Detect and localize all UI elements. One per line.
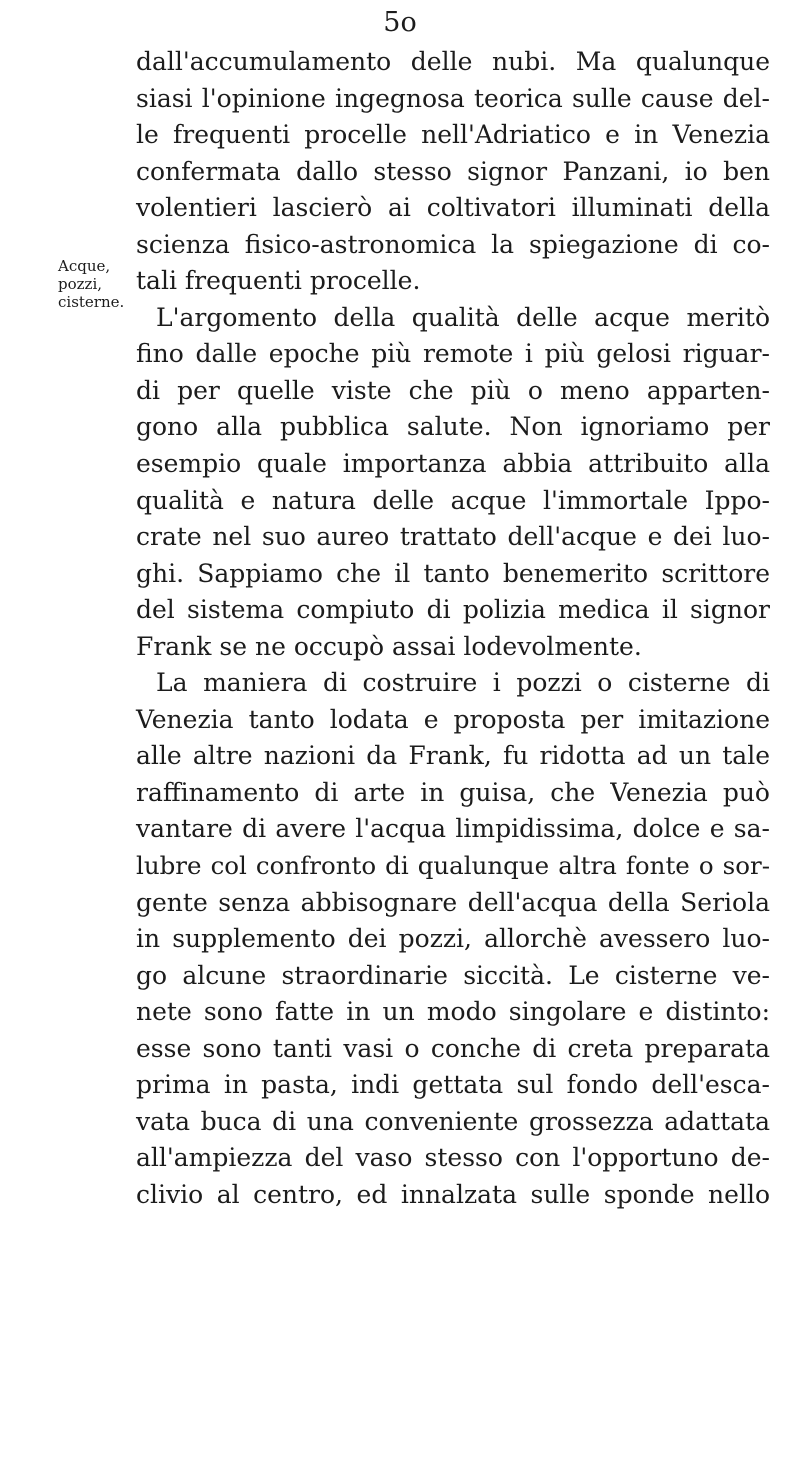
margin-note-line: cisterne. — [58, 293, 125, 311]
text-line: le frequenti procelle nell'Adriatico e in Venezia — [136, 120, 770, 150]
text-line: esse sono tanti vasi o conche di creta preparata — [136, 1033, 770, 1063]
text-line: scienza fisico-astronomica la spiegazione di co- — [136, 229, 770, 259]
text-line: qualità e natura delle acque l'immortale Ippo- — [136, 485, 770, 515]
text-line: vata buca di una conveniente grossezza adattata — [136, 1106, 770, 1136]
page-number: 5o — [383, 7, 417, 38]
text-line: La maniera di costruire i pozzi o cisterne di — [156, 668, 770, 698]
text-line: raffinamento di arte in guisa, che Venezia può — [136, 777, 770, 807]
margin-note-line: pozzi, — [58, 275, 103, 293]
text-line: tali frequenti procelle. — [136, 266, 421, 296]
text-line: gente senza abbisognare dell'acqua della Seriola — [136, 887, 770, 917]
text-line: vantare di avere l'acqua limpidissima, dolce e sa- — [136, 814, 770, 844]
body-text — [136, 44, 770, 1214]
text-line: all'ampiezza del vaso stesso con l'opportuno de- — [136, 1143, 770, 1173]
text-line: crate nel suo aureo trattato dell'acque e dei luo- — [136, 522, 770, 552]
text-line: dall'accumulamento delle nubi. Ma qualunque — [136, 47, 770, 76]
text-line: in supplemento dei pozzi, allorchè avessero luo- — [136, 924, 770, 954]
text-line: volentieri lascierò ai coltivatori illuminati della — [136, 193, 770, 223]
text-line: di per quelle viste che più o meno apparten- — [136, 375, 770, 405]
text-line: del sistema compiuto di polizia medica il signor — [136, 595, 770, 625]
text-line: clivio al centro, ed innalzata sulle sponde nello — [136, 1179, 770, 1209]
text-line: Frank se ne occupò assai lodevolmente. — [136, 631, 642, 661]
margin-note — [58, 257, 138, 311]
text-line: prima in pasta, indi gettata sul fondo dell'esca- — [136, 1070, 770, 1100]
text-line: siasi l'opinione ingegnosa teorica sulle cause del- — [136, 83, 770, 113]
text-line: lubre col confronto di qualunque altra fonte o sor- — [136, 851, 770, 881]
text-line: L'argomento della qualità delle acque meritò — [156, 302, 770, 332]
text-line: confermata dallo stesso signor Panzani, io ben — [136, 156, 770, 186]
text-line: go alcune straordinarie siccità. Le cisterne ve- — [136, 960, 770, 990]
text-line: nete sono fatte in un modo singolare e distinto: — [136, 997, 770, 1027]
text-line: ghi. Sappiamo che il tanto benemerito scrittore — [136, 558, 770, 588]
text-line: alle altre nazioni da Frank, fu ridotta ad un tale — [136, 741, 770, 771]
text-line: Venezia tanto lodata e proposta per imitazione — [136, 704, 770, 734]
text-line: esempio quale importanza abbia attribuito alla — [136, 449, 770, 479]
text-line: gono alla pubblica salute. Non ignoriamo per — [136, 412, 770, 442]
margin-note-line: Acque, — [58, 257, 111, 275]
text-line: fino dalle epoche più remote i più gelosi riguar- — [136, 339, 770, 369]
